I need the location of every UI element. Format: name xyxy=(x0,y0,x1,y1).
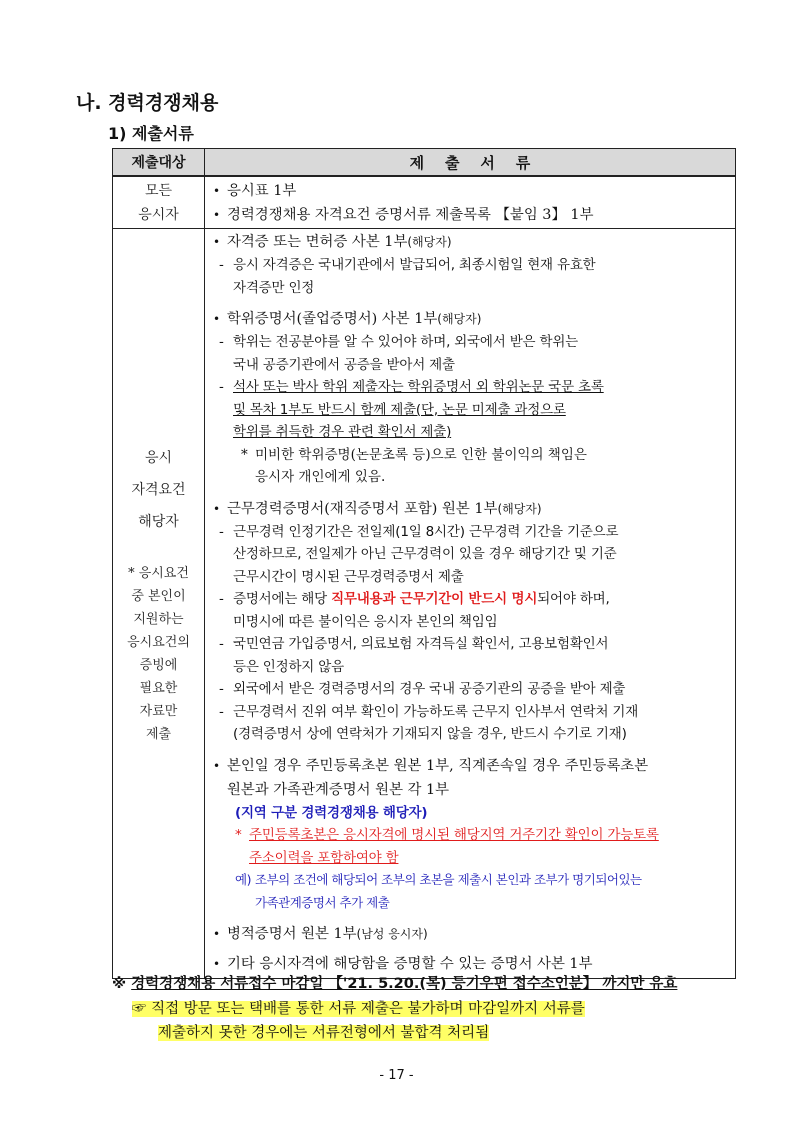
sub-text: 응시 자격증은 국내기관에서 발급되어, 최종시험일 현재 유효한 xyxy=(233,257,596,273)
target-note-line: 지원하는 xyxy=(133,611,184,627)
sub-text: 석사 또는 박사 학위 제출자는 학위증명서 외 학위논문 국문 초록 xyxy=(233,379,604,395)
bullet-icon: • xyxy=(213,184,221,198)
bullet-icon: • xyxy=(213,501,221,516)
emphasis-text: 직무내용과 근무기간이 반드시 명시 xyxy=(331,591,538,607)
page-number: - 17 - xyxy=(379,1068,414,1083)
subsection-title: 1) 제출서류 xyxy=(108,124,194,143)
target-note-line: 중 본인이 xyxy=(131,588,186,604)
note-item xyxy=(241,444,735,489)
sub-text: 학위를 취득한 경우 관련 확인서 제출) xyxy=(233,424,452,440)
item-career-text: 근무경력증명서(재직증명서 포함) 원본 1부 xyxy=(227,500,498,517)
bullet-icon: • xyxy=(213,927,221,941)
sub-item: - 근무경력 인정기간은 전일제(1일 8시간) 근무경력 기간을 기준으로 산정하므로, 전일제가 아닌 근무경력이 있을 경우 해당기간 및 기준 근무시간이 명시된 근무경력증명서 제출 xyxy=(219,523,619,585)
header-documents xyxy=(205,149,736,177)
target-cell-all xyxy=(113,176,205,229)
item-degree-text: 학위증명서(졸업증명서) 사본 1부 xyxy=(227,311,438,327)
sub-item: - 학위는 전공분야를 알 수 있어야 하며, 외국에서 받은 학위는 국내 공증기관에서 공증을 받아서 제출 xyxy=(219,334,579,373)
sub-text: 산정하므로, 전일제가 아닌 근무경력이 있을 경우 해당기간 및 기준 xyxy=(233,546,617,562)
target-note-line: * 응시요건 xyxy=(128,565,189,581)
red-note xyxy=(235,824,735,869)
documents-table xyxy=(112,148,736,979)
sub-item: - 국민연금 가입증명서, 의료보험 자격득실 확인서, 고용보험확인서 등은 인정하지 않음 xyxy=(219,636,609,675)
table-header-row xyxy=(113,149,736,177)
asterisk-icon: * xyxy=(241,446,248,463)
sub-text: 등은 인정하지 않음 xyxy=(233,658,344,675)
item-tag: (남성 응시자) xyxy=(356,927,428,941)
highlight-line1 xyxy=(132,997,585,1021)
target-note-line: 자료만 xyxy=(139,703,178,719)
sub-text: 증명서에는 해당 xyxy=(233,591,332,607)
item-tag: (해당자) xyxy=(407,235,452,249)
sub-item: - 증명서에는 해당 직무내용과 근무기간이 반드시 명시되어야 하며, 미명시에 따른 불이익은 응시자 본인의 책임임 xyxy=(219,591,610,630)
section-title: 나. 경력경쟁채용 xyxy=(76,92,219,114)
sub-text: 되어야 하며, xyxy=(537,591,610,607)
target-all-line2: 응시자 xyxy=(138,207,179,223)
sub-item: - 근무경력서 진위 여부 확인이 가능하도록 근무지 인사부서 연락처 기재 (경력증명서 상에 연락처가 기재되지 않을 경우, 반드시 수기로 기재) xyxy=(219,703,639,742)
sub-text: 국민연금 가입증명서, 의료보험 자격득실 확인서, 고용보험확인서 xyxy=(233,636,609,652)
item-license-text: 자격증 또는 면허증 사본 1부 xyxy=(227,234,408,250)
sub-text: 학위는 전공분야를 알 수 있어야 하며, 외국에서 받은 학위는 xyxy=(233,334,579,350)
asterisk-icon: * xyxy=(235,827,242,843)
deadline-notice-text: 경력경쟁채용 서류접수 마감일 【'21. 5.20.(목) 등기우편 접수소인분】 까지만 유효 xyxy=(131,976,678,992)
highlight-line2 xyxy=(158,1021,489,1045)
red-note-text: 주소이력을 포함하여야 함 xyxy=(249,849,399,866)
target-note-line: 응시요건의 xyxy=(127,634,190,650)
target-line: 응시 xyxy=(144,449,173,466)
reference-mark-icon: ※ xyxy=(112,976,127,992)
sub-text: 자격증만 인정 xyxy=(233,279,315,296)
list-item xyxy=(213,922,735,946)
example-label: 예) xyxy=(235,872,251,887)
target-line: 해당자 xyxy=(138,513,179,530)
bullet-icon: • xyxy=(213,235,221,249)
sub-text: 근무경력서 진위 여부 확인이 가능하도록 근무지 인사부서 연락처 기재 xyxy=(233,703,639,720)
target-line: 자격요건 xyxy=(131,481,186,498)
bullet-text: 응시표 1부 xyxy=(227,183,297,199)
table-row-all-applicants xyxy=(113,176,736,229)
item-resident-text: 원본과 가족관계증명서 원본 각 1부 xyxy=(227,781,450,798)
item-tag: (해당자) xyxy=(497,501,542,516)
note-text: 미비한 학위증명(논문초록 등)으로 인한 불이익의 책임은 xyxy=(255,446,587,463)
sub-text: 국내 공증기관에서 공증을 받아서 제출 xyxy=(233,356,455,373)
pointing-hand-icon: ☞ xyxy=(132,1001,147,1017)
list-item xyxy=(213,497,735,521)
list-item xyxy=(213,307,735,331)
target-note-line: 필요한 xyxy=(139,680,178,696)
deadline-notice xyxy=(112,972,677,993)
bullet-text: 경력경쟁채용 자격요건 증명서류 제출목록 【붙임 3】 1부 xyxy=(227,207,594,223)
example-text: 조부의 조건에 해당되어 조부의 초본을 제출시 본인과 조부가 명기되어있는 xyxy=(255,872,642,887)
note-text: 응시자 개인에게 있음. xyxy=(255,469,386,485)
bullet-icon: • xyxy=(213,208,221,222)
list-item xyxy=(213,754,735,802)
highlight-text: 제출하지 못한 경우에는 서류전형에서 불합격 처리됨 xyxy=(158,1025,490,1041)
list-item xyxy=(213,230,735,254)
sub-item: - 외국에서 받은 경력증명서의 경우 국내 공증기관의 공증을 받아 제출 xyxy=(219,678,735,701)
sub-text: 미명시에 따른 불이익은 응시자 본인의 책임임 xyxy=(233,613,498,630)
documents-cell-all xyxy=(205,176,736,229)
highlight-text: 직접 방문 또는 택배를 통한 서류 제출은 불가하며 마감일까지 서류를 xyxy=(151,1001,585,1017)
example-note xyxy=(235,869,735,914)
header-documents-text: 제 출 서 류 xyxy=(409,153,531,172)
documents-cell-qualified xyxy=(205,229,736,979)
regional-note: (지역 구분 경력경쟁채용 해당자) xyxy=(235,804,428,821)
table-row-qualified-applicants xyxy=(113,229,736,979)
example-text: 가족관계증명서 추가 제출 xyxy=(255,894,390,910)
sub-text: 및 목차 1부도 반드시 함께 제출(단, 논문 미제출 과정으로 xyxy=(233,401,566,418)
item-tag: (해당자) xyxy=(437,312,482,326)
bullet-icon: • xyxy=(213,312,221,326)
item-military-text: 병적증명서 원본 1부 xyxy=(227,926,357,942)
list-item xyxy=(213,203,735,227)
bullet-icon: • xyxy=(213,957,221,971)
sub-item: - 응시 자격증은 국내기관에서 발급되어, 최종시험일 현재 유효한 자격증만 인정 xyxy=(219,257,596,296)
target-note-line: 증빙에 xyxy=(139,657,178,673)
item-other-text: 기타 응시자격에 해당함을 증명할 수 있는 증명서 사본 1부 xyxy=(227,956,593,972)
target-cell-qualified xyxy=(113,229,205,979)
target-note-line: 제출 xyxy=(145,726,172,742)
target-all-line1: 모든 xyxy=(144,183,173,199)
sub-text: 근무경력 인정기간은 전일제(1일 8시간) 근무경력 기간을 기준으로 xyxy=(233,523,619,540)
red-note-text: 주민등록초본은 응시자격에 명시된 해당지역 거주기간 확인이 가능토록 xyxy=(249,827,659,843)
list-item xyxy=(213,179,735,203)
sub-item: - 석사 또는 박사 학위 제출자는 학위증명서 외 학위논문 국문 초록 및 목차 1부도 반드시 함께 제출(단, 논문 미제출 과정으로 학위를 취득한 경우 관련 확인서 제출) xyxy=(219,379,604,440)
sub-text: (경력증명서 상에 연락처가 기재되지 않을 경우, 반드시 수기로 기재) xyxy=(233,726,627,742)
item-resident-text: 본인일 경우 주민등록초본 원본 1부, 직계존속일 경우 주민등록초본 xyxy=(227,757,649,774)
sub-text: 외국에서 받은 경력증명서의 경우 국내 공증기관의 공증을 받아 제출 xyxy=(233,681,626,697)
sub-text: 근무시간이 명시된 근무경력증명서 제출 xyxy=(233,568,464,585)
header-target: 제출대상 xyxy=(113,149,205,177)
bullet-icon: • xyxy=(213,758,221,773)
